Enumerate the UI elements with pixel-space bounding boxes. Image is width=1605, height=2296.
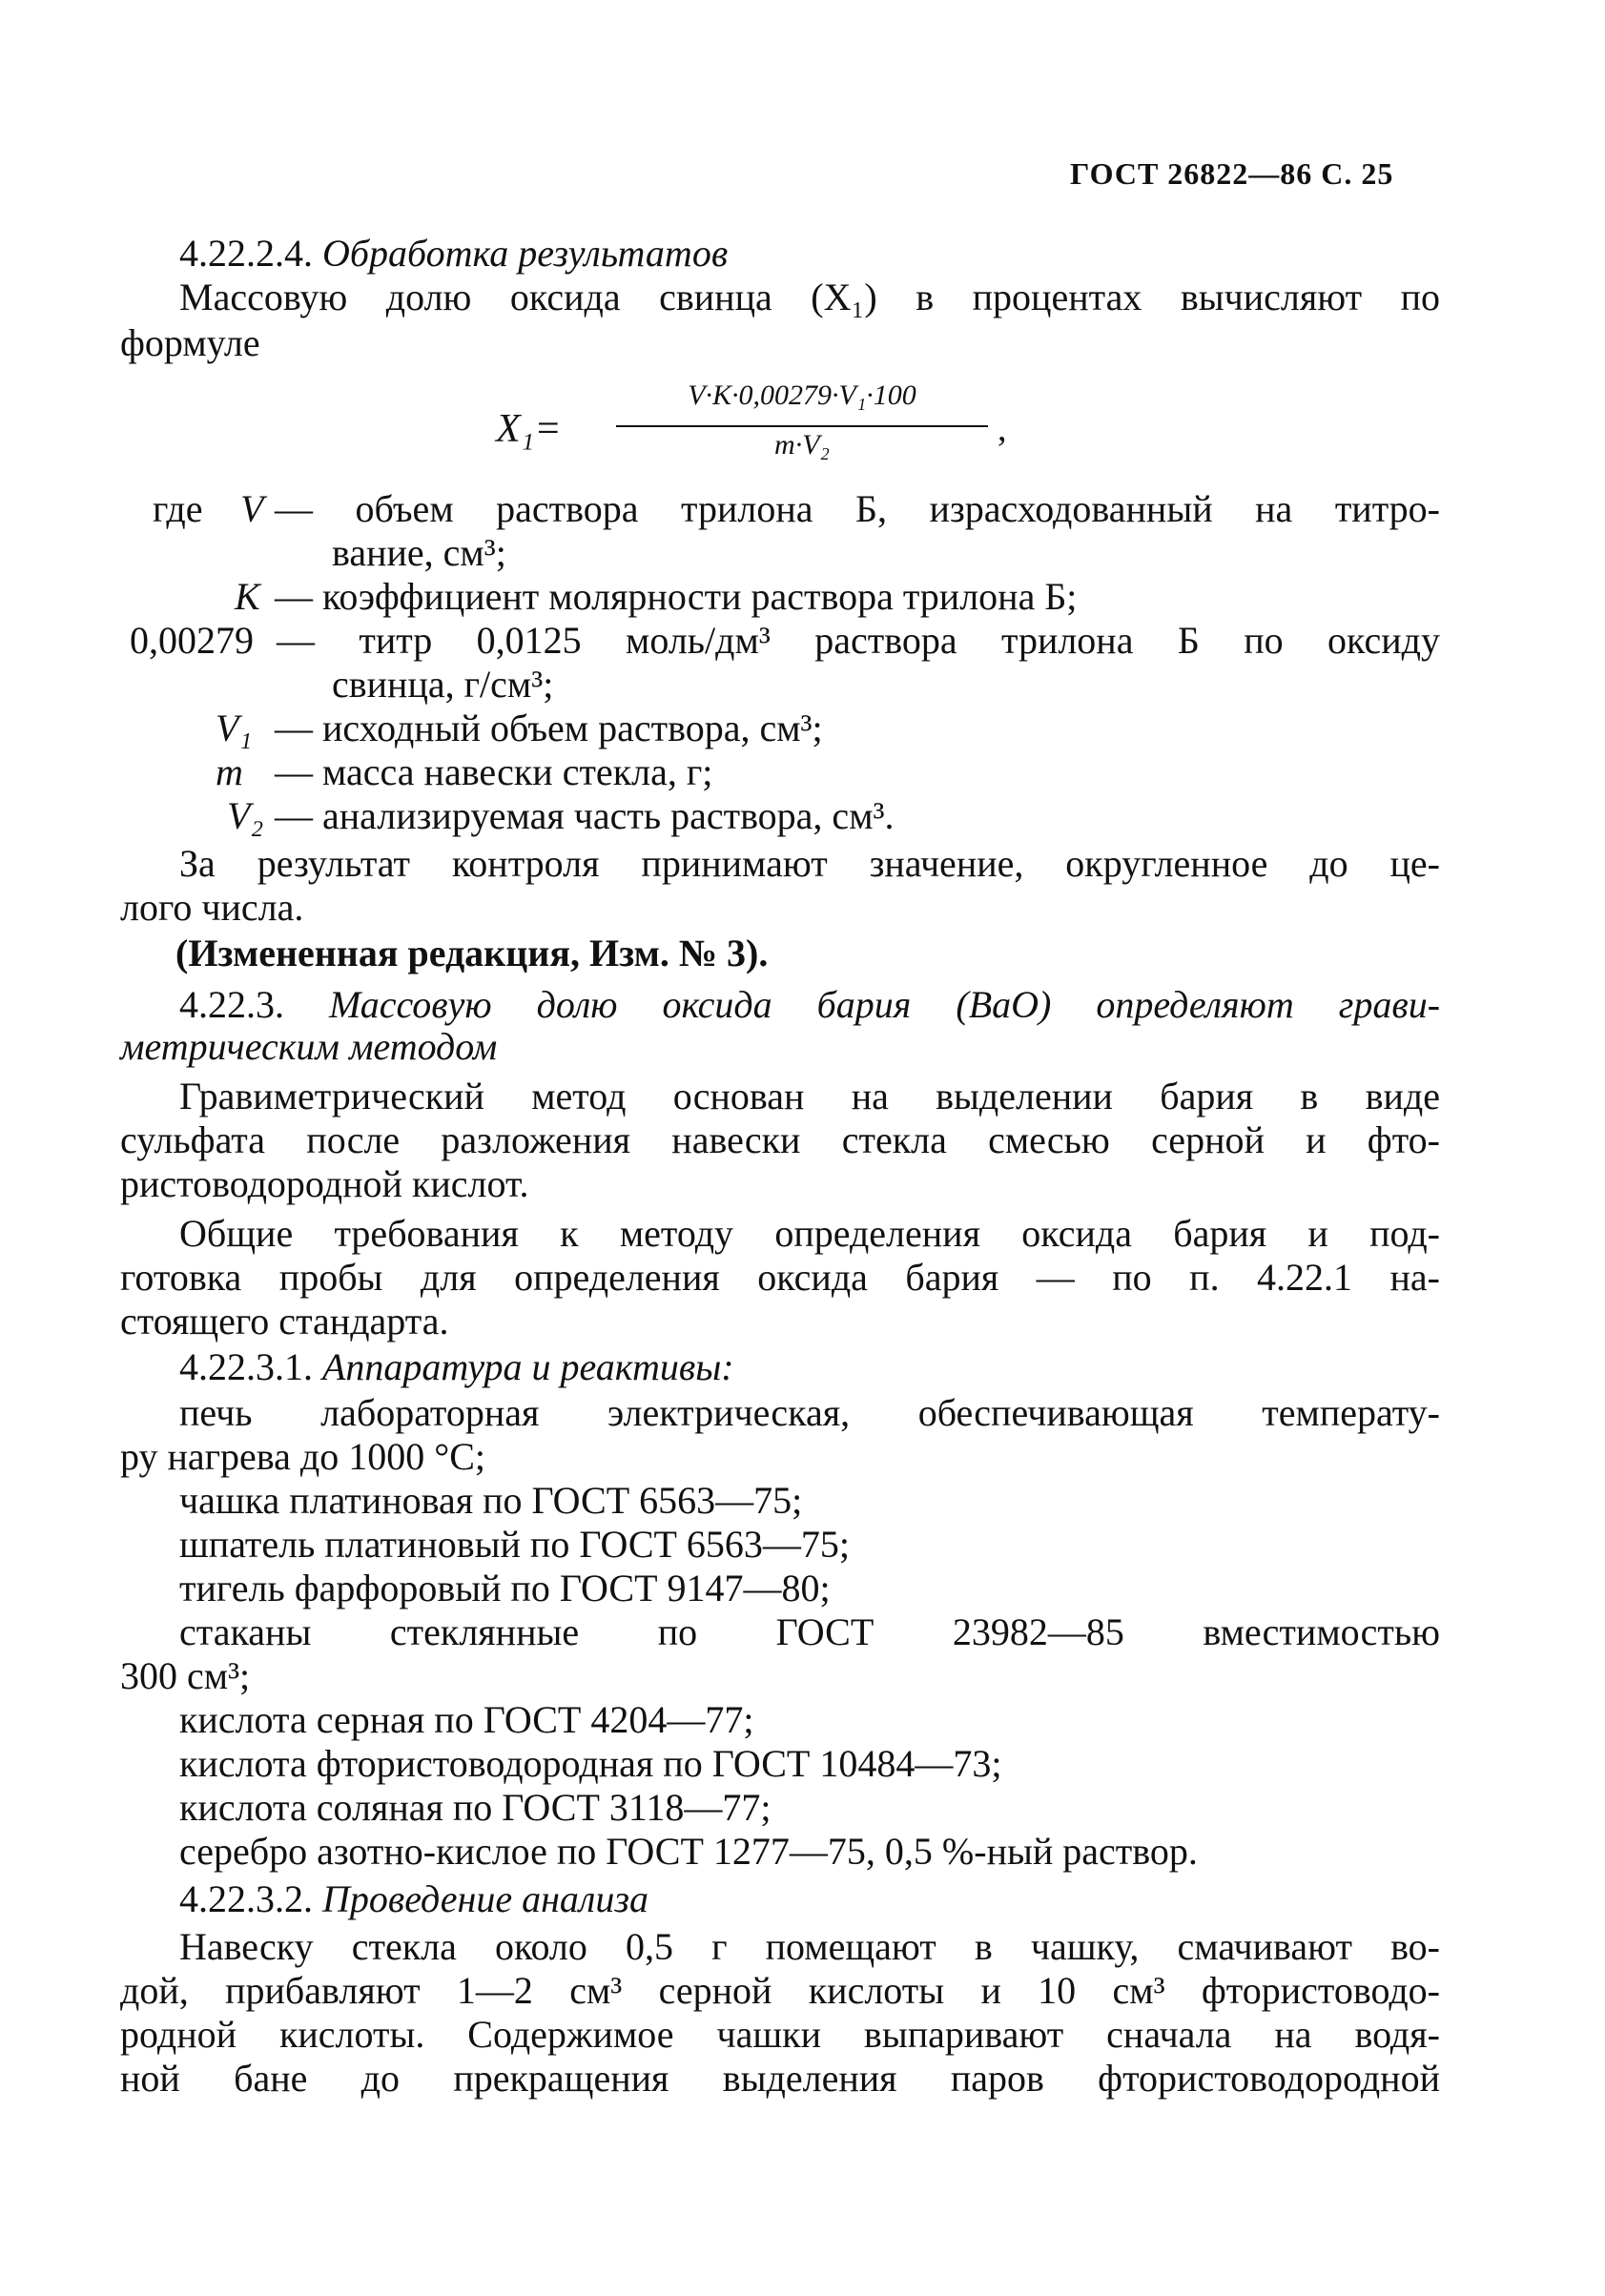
formula-numerator: V·K·0,00279·V₁·100 xyxy=(688,379,916,411)
section-heading xyxy=(179,231,728,277)
paragraph-line: Массовую долю оксида свинца (X₁) в процентах вычисляют по xyxy=(179,276,1440,318)
paragraph-line: Навеску стекла около 0,5 г помещают в чашку, смачивают во- xyxy=(179,1925,1440,1968)
formula-lhs: X₁= xyxy=(496,407,562,451)
section-number: 4.22.3. xyxy=(179,983,284,1026)
section-title: Обработка результатов xyxy=(322,232,729,275)
section-heading xyxy=(179,982,1440,1028)
paragraph-line: формуле xyxy=(120,321,260,364)
paragraph-line: готовка пробы для определения оксида бария — по п. 4.22.1 на- xyxy=(120,1256,1440,1299)
section-title: Массовую долю оксида бария (BaO) определяют грави- xyxy=(329,983,1441,1026)
list-item: тигель фарфоровый по ГОСТ 9147—80; xyxy=(179,1567,831,1609)
list-item: кислота серная по ГОСТ 4204—77; xyxy=(179,1698,754,1741)
edit-note: (Измененная редакция, Изм. № 3). xyxy=(175,932,769,974)
legend-where: где xyxy=(153,487,203,530)
list-item: стаканы стеклянные по ГОСТ 23982—85 вместимостью xyxy=(179,1610,1440,1653)
section-number: 4.22.3.2. xyxy=(179,1877,313,1920)
legend-text: — исходный объем раствора, см³; xyxy=(275,707,823,749)
legend-symbol: V₂ xyxy=(227,794,264,837)
paragraph-line: стоящего стандарта. xyxy=(120,1300,449,1343)
legend-text: свинца, г/см³; xyxy=(332,663,554,706)
legend-symbol: V₁ xyxy=(216,707,253,749)
formula xyxy=(496,379,1030,484)
paragraph-line: За результат контроля принимают значение, округленное до це- xyxy=(179,842,1440,885)
legend-text: — анализируемая часть раствора, см³. xyxy=(275,794,895,837)
section-heading xyxy=(179,1344,734,1390)
section-title: Проведение анализа xyxy=(322,1877,648,1920)
list-item: печь лабораторная электрическая, обеспечивающая температу- xyxy=(179,1391,1440,1434)
legend-symbol: 0,00279 xyxy=(130,619,254,662)
paragraph-line: дой, прибавляют 1—2 см³ серной кислоты и 10 см³ фтористоводо- xyxy=(120,1969,1440,2012)
list-item: кислота соляная по ГОСТ 3118—77; xyxy=(179,1786,772,1829)
legend-text: — титр 0,0125 моль/дм³ раствора трилона Б по оксиду xyxy=(277,619,1440,662)
paragraph-line: родной кислоты. Содержимое чашки выпаривают сначала на водя- xyxy=(120,2013,1440,2056)
page-header: ГОСТ 26822—86 С. 25 xyxy=(1070,156,1394,191)
paragraph-line: ристоводородной кислот. xyxy=(120,1162,529,1205)
paragraph-line: ной бане до прекращения выделения паров фтористоводородной xyxy=(120,2057,1440,2100)
formula-denominator: m·V₂ xyxy=(774,429,830,461)
section-title-cont: метрическим методом xyxy=(120,1025,498,1068)
list-item: шпатель платиновый по ГОСТ 6563—75; xyxy=(179,1523,851,1566)
section-number: 4.22.3.1. xyxy=(179,1345,313,1388)
list-item: чашка платиновая по ГОСТ 6563—75; xyxy=(179,1479,803,1522)
legend-text: — объем раствора трилона Б, израсходованный на титро- xyxy=(275,487,1440,530)
paragraph-line: лого числа. xyxy=(120,886,304,929)
legend-text: — масса навески стекла, г; xyxy=(275,750,713,793)
paragraph-line: Гравиметрический метод основан на выделении бария в виде xyxy=(179,1075,1440,1117)
paragraph-line: Общие требования к методу определения оксида бария и под- xyxy=(179,1212,1440,1255)
list-item: ру нагрева до 1000 °С; xyxy=(120,1435,486,1478)
paragraph-line: сульфата после разложения навески стекла смесью серной и фто- xyxy=(120,1118,1440,1161)
section-number: 4.22.2.4. xyxy=(179,232,313,275)
list-item: кислота фтористоводородная по ГОСТ 10484—73; xyxy=(179,1742,1002,1785)
legend-symbol: V xyxy=(240,487,264,530)
list-item: 300 см³; xyxy=(120,1654,251,1697)
section-heading xyxy=(179,1876,648,1922)
legend-symbol: m xyxy=(216,750,243,793)
fraction-bar xyxy=(616,425,988,427)
legend-text: — коэффициент молярности раствора трилона Б; xyxy=(275,575,1078,618)
legend-symbol: K xyxy=(235,575,260,618)
legend-text: вание, см³; xyxy=(332,531,506,574)
list-item: серебро азотно-кислое по ГОСТ 1277—75, 0,5 %-ный раствор. xyxy=(179,1830,1198,1873)
section-title: Аппаратура и реактивы: xyxy=(322,1345,734,1388)
formula-comma: , xyxy=(998,409,1007,449)
